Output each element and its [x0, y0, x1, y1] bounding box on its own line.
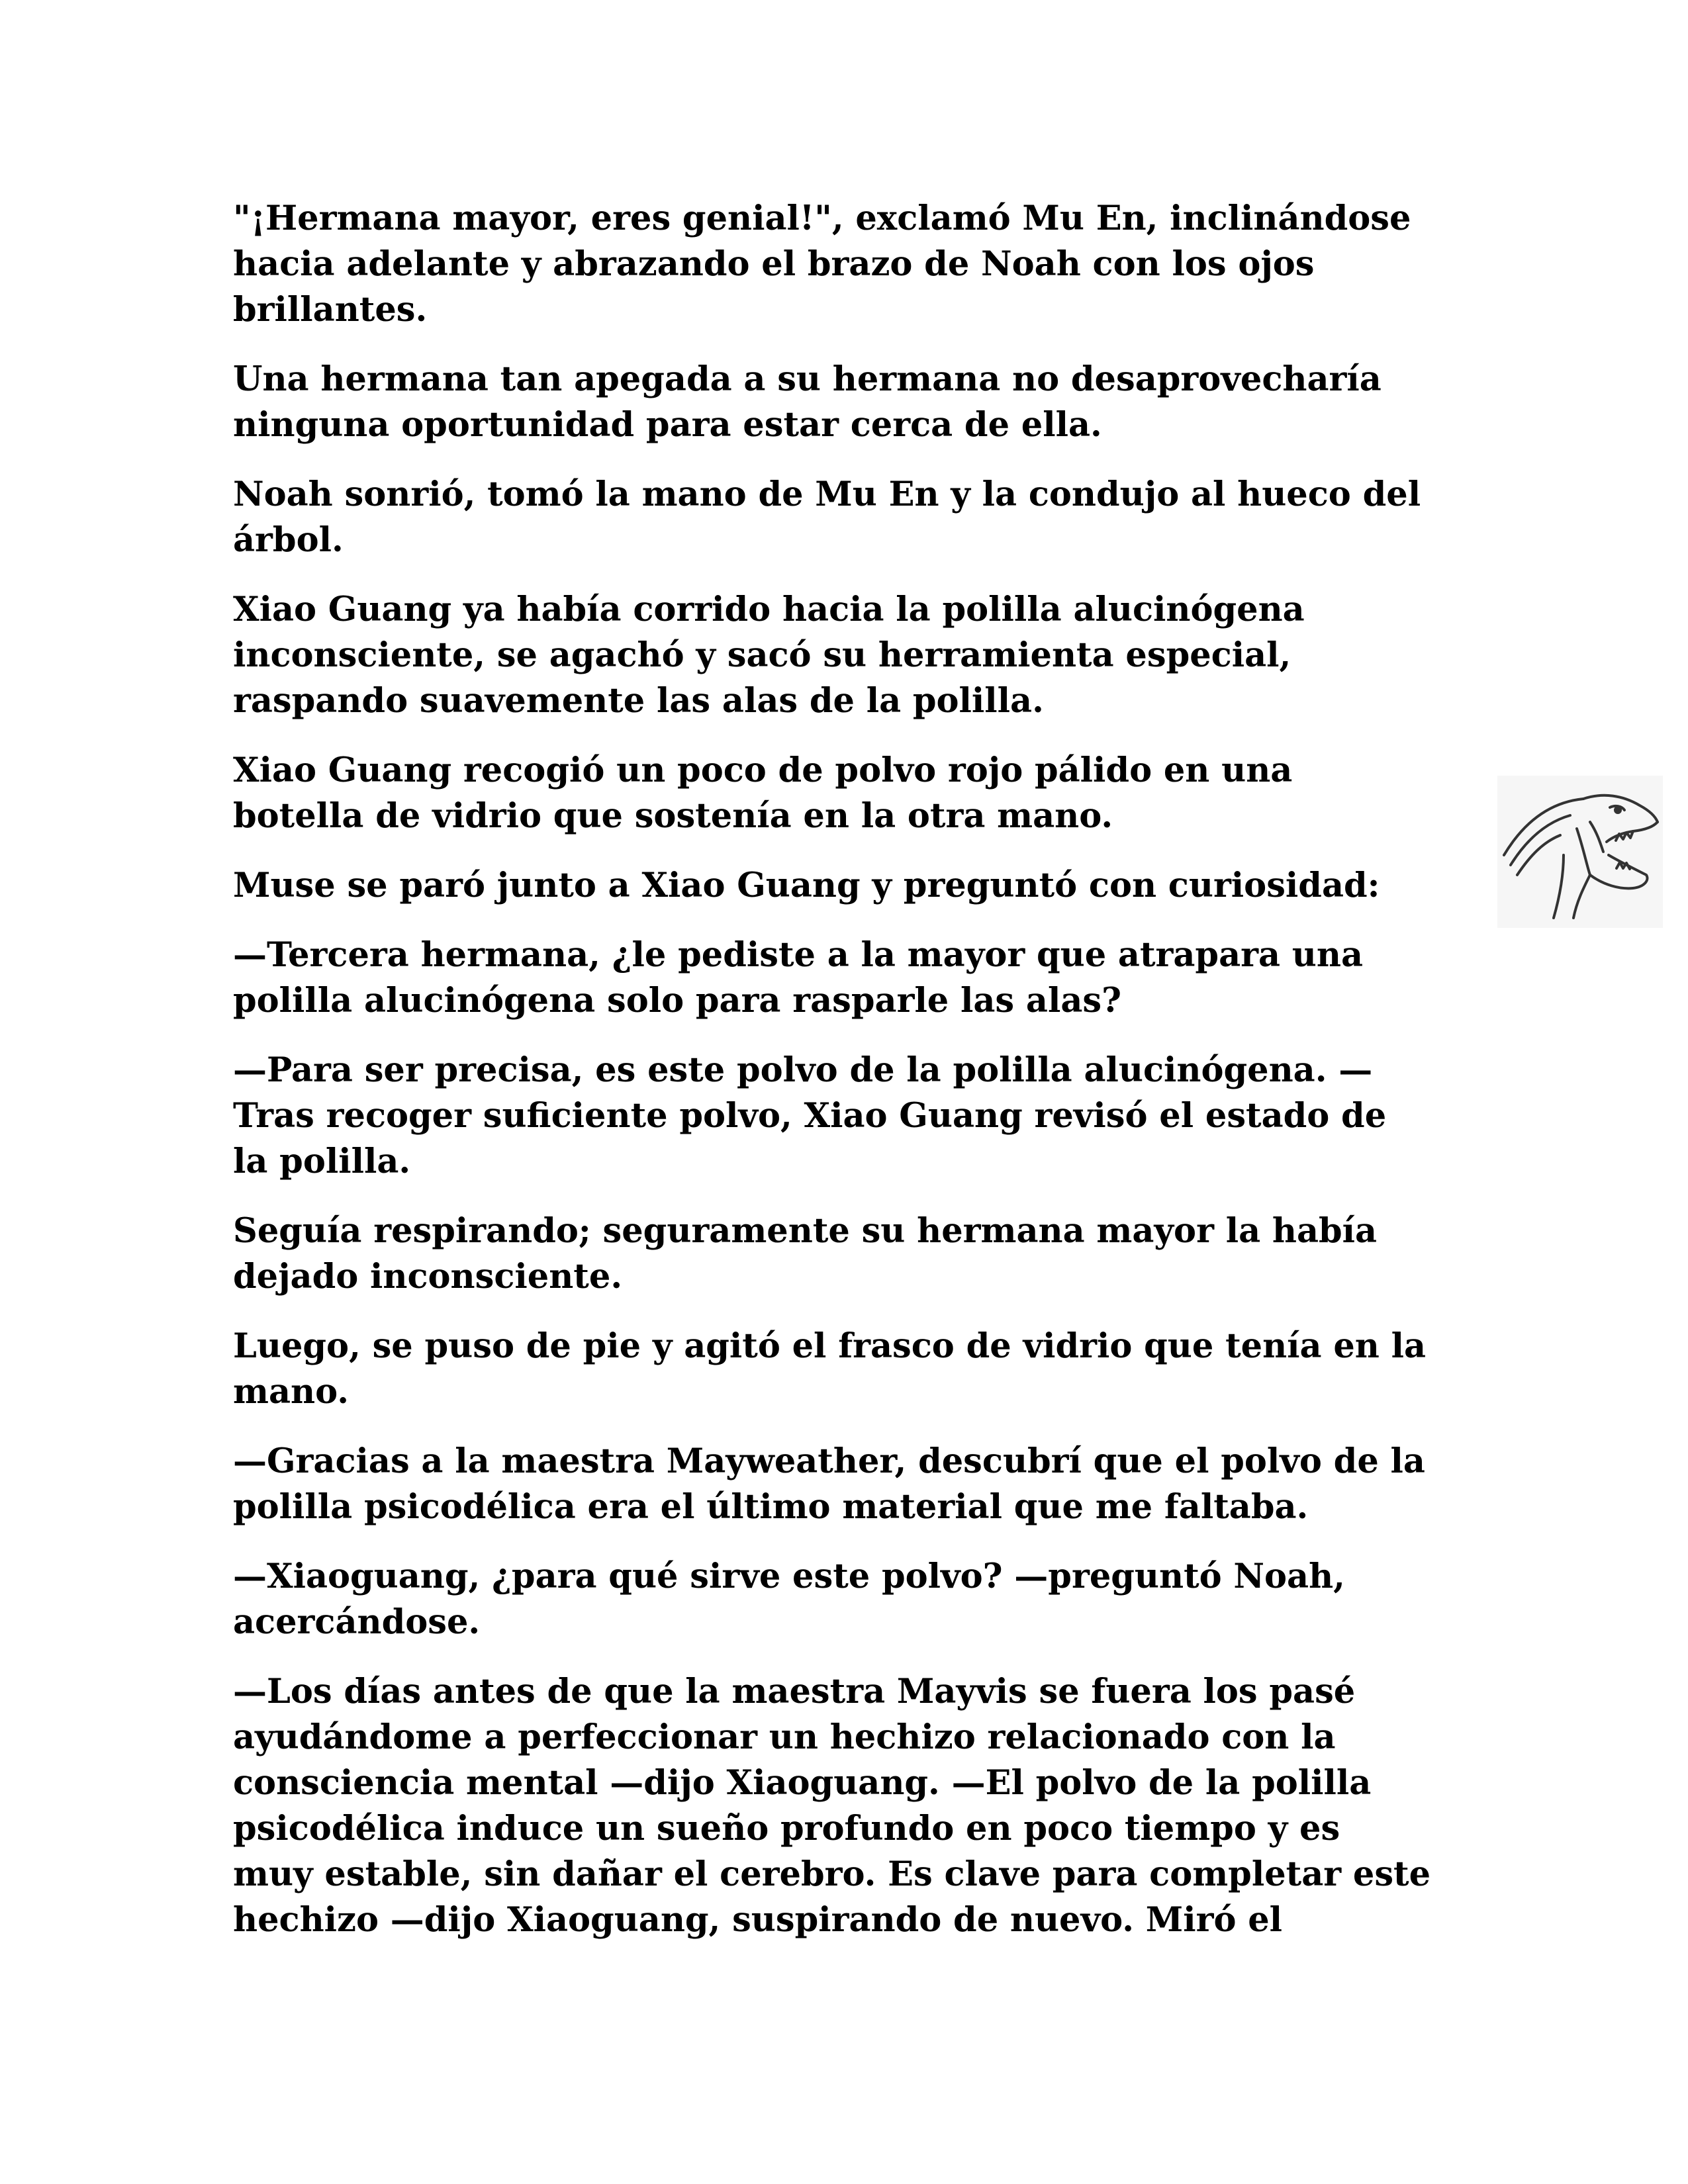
- paragraph-13: —Los días antes de que la maestra Mayvis se fuera los pasé ayudándome a perfeccionar un hechizo relacionado con la consciencia mental —dijo Xiaoguang. —El polvo de la polilla psicodélica induce un sueño profundo en poco tiempo y es muy estable, sin dañar el cerebro. Es clave para completar este hechizo —dijo Xiaoguang, suspirando de nuevo. Miró el: [233, 1672, 1431, 1940]
- paragraph-4: Xiao Guang ya había corrido hacia la polilla alucinógena inconsciente, se agachó y sacó su herramienta especial, raspando suavemente las alas de la polilla.: [233, 590, 1305, 721]
- paragraph-9: Seguía respirando; seguramente su hermana mayor la había dejado inconsciente.: [233, 1211, 1378, 1297]
- paragraph-6: Muse se paró junto a Xiao Guang y preguntó con curiosidad:: [233, 866, 1380, 905]
- paragraph-12: —Xiaoguang, ¿para qué sirve este polvo? —preguntó Noah, acercándose.: [233, 1557, 1345, 1642]
- paragraph-5: Xiao Guang recogió un poco de polvo rojo pálido en una botella de vidrio que sostenía en la otra mano.: [233, 751, 1293, 836]
- paragraph-1: "¡Hermana mayor, eres genial!", exclamó Mu En, inclinándose hacia adelante y abrazando el brazo de Noah con los ojos brillantes.: [233, 199, 1411, 330]
- paragraph-7: —Tercera hermana, ¿le pediste a la mayor que atrapara una polilla alucinógena solo para rasparle las alas?: [233, 935, 1364, 1021]
- body-text: [233, 196, 1458, 1967]
- paragraph-2: Una hermana tan apegada a su hermana no desaprovecharía ninguna oportunidad para estar cerca de ella.: [233, 359, 1382, 445]
- paragraph-3: Noah sonrió, tomó la mano de Mu En y la condujo al hueco del árbol.: [233, 475, 1421, 560]
- paragraph-11: —Gracias a la maestra Mayweather, descubrí que el polvo de la polilla psicodélica era el último material que me faltaba.: [233, 1441, 1425, 1527]
- paragraph-8: —Para ser precisa, es este polvo de la polilla alucinógena. — Tras recoger suficiente polvo, Xiao Guang revisó el estado de la polilla.: [233, 1050, 1387, 1181]
- paragraph-10: Luego, se puso de pie y agitó el frasco de vidrio que tenía en la mano.: [233, 1326, 1427, 1412]
- dinosaur-head-sketch-icon: [1497, 776, 1663, 928]
